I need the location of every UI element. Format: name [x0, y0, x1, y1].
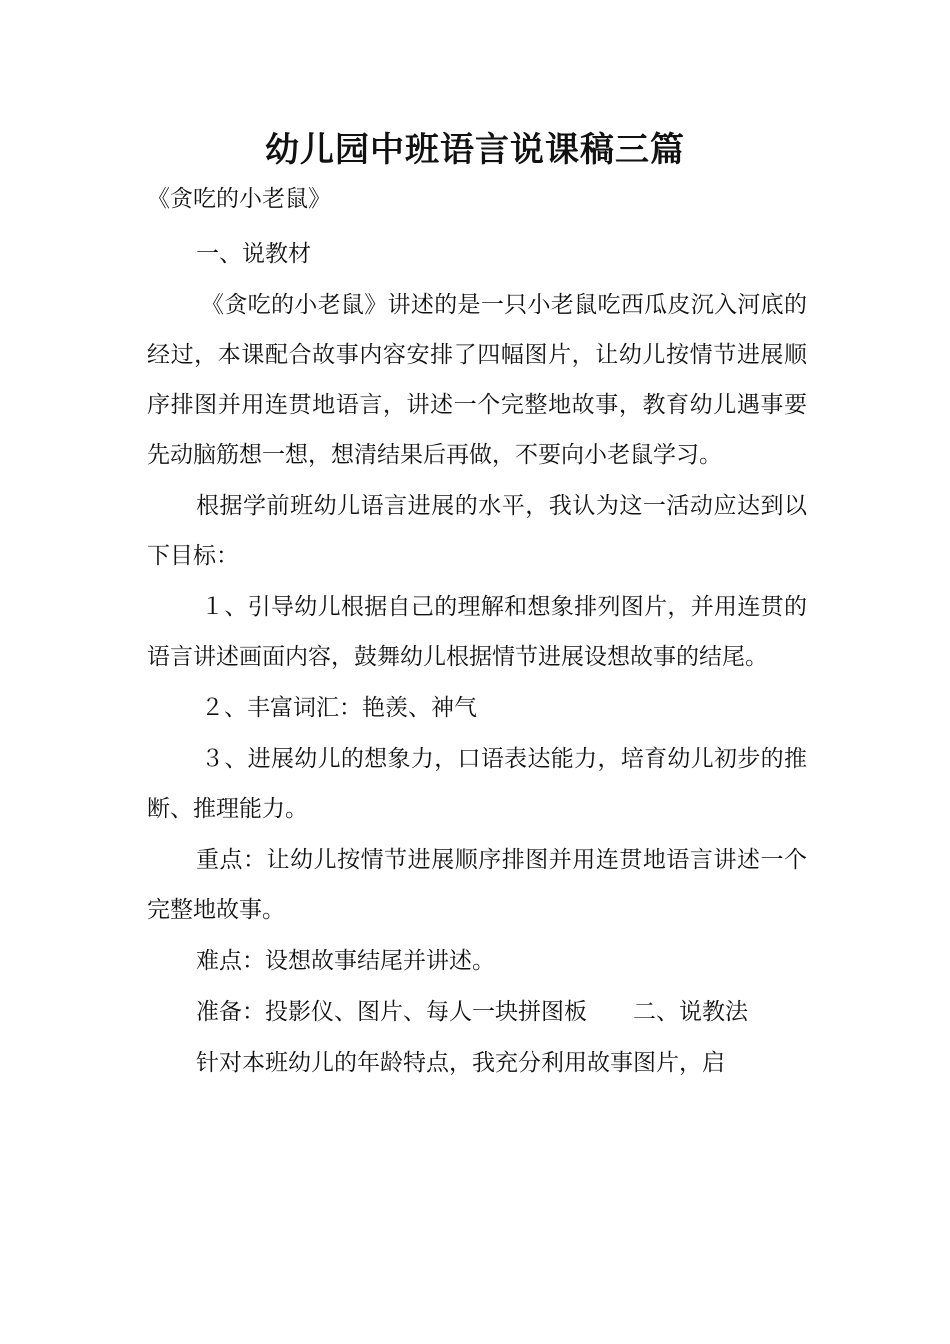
document-body — [147, 229, 807, 1089]
section-heading-textbook: 一、说教材 — [196, 241, 311, 267]
paragraph-goals-intro: 根据学前班幼儿语言进展的水平，我认为这一活动应达到以下目标： — [147, 493, 807, 569]
goal-item-3: ３、进展幼儿的想象力，口语表达能力，培育幼儿初步的推断、推理能力。 — [147, 746, 807, 822]
document-title: 幼儿园中班语言说课稿三篇 — [265, 130, 685, 170]
paragraph-difficulty: 难点：设想故事结尾并讲述。 — [196, 948, 495, 974]
document-subtitle: 《贪吃的小老鼠》 — [147, 186, 331, 212]
paragraph-preparation: 准备：投影仪、图片、每人一块拼图板 二、说教法 — [196, 999, 748, 1025]
paragraph-method-start: 针对本班幼儿的年龄特点，我充分利用故事图片，启 — [196, 1050, 725, 1076]
paragraph-story-summary: 《贪吃的小老鼠》讲述的是一只小老鼠吃西瓜皮沉入河底的经过，本课配合故事内容安排了四幅图片，让幼儿按情节进展顺序排图并用连贯地语言，讲述一个完整地故事，教育幼儿遇事要先动脑筋想一想，想清结果后再做，不要向小老鼠学习。 — [147, 292, 807, 468]
goal-item-2: ２、丰富词汇：艳羡、神气 — [201, 695, 477, 721]
paragraph-key-point: 重点：让幼儿按情节进展顺序排图并用连贯地语言讲述一个完整地故事。 — [147, 847, 807, 923]
goal-item-1: １、引导幼儿根据自己的理解和想象排列图片，并用连贯的语言讲述画面内容，鼓舞幼儿根据情节进展设想故事的结尾。 — [147, 594, 807, 670]
